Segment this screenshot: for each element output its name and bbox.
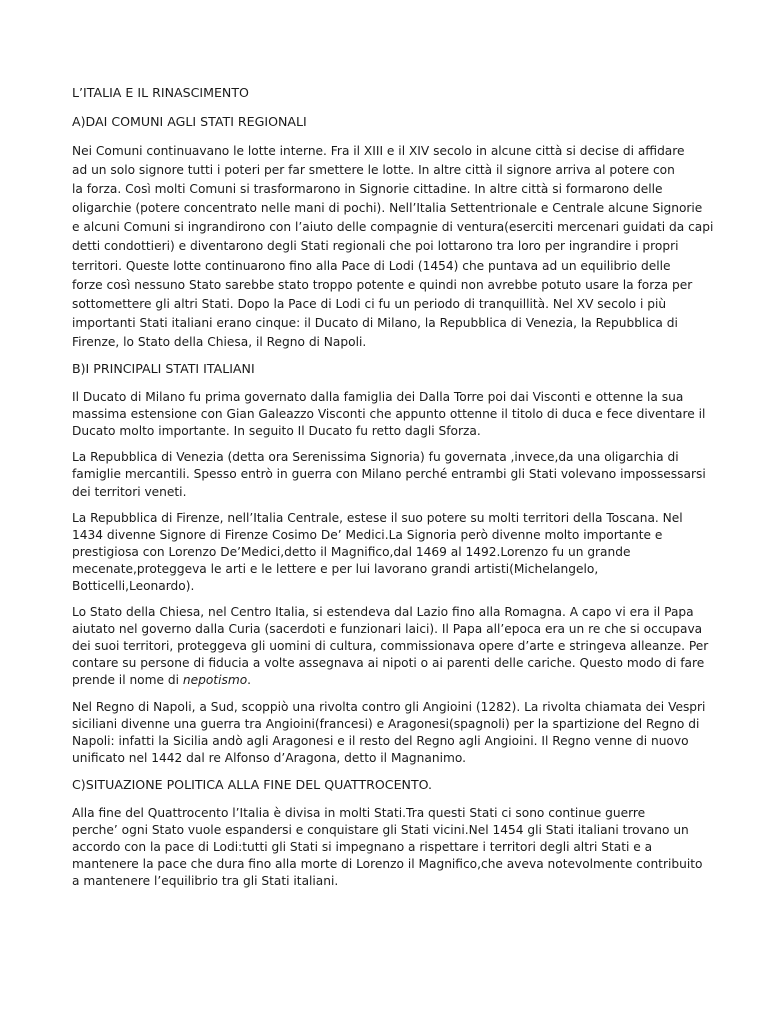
text-line: territori. Queste lotte continuarono fino alla Pace di Lodi (1454) che puntava ad un equilibrio delle <box>72 258 671 273</box>
text-line: Alla fine del Quattrocento l’Italia è divisa in molti Stati.Tra questi Stati ci sono continue guerre <box>72 805 646 820</box>
text-line: Napoli: infatti la Sicilia andò agli Aragonesi e il resto del Regno agli Angioini. Il Regno venne di nuovo <box>72 733 689 748</box>
text-line: Botticelli,Leonardo). <box>72 578 195 593</box>
text-line: Nei Comuni continuavano le lotte interne. Fra il XIII e il XIV secolo in alcune città si decise di affidare <box>72 144 685 158</box>
text-line: unificato nel 1442 dal re Alfonso d’Aragona, detto il Magnanimo. <box>72 750 466 765</box>
text-line: ad un solo signore tutti i poteri per far smettere le lotte. In altre città il signore arriva al potere con <box>72 163 675 178</box>
section-c-paragraph <box>72 805 703 890</box>
text-line: mantenere la pace che dura fino alla morte di Lorenzo il Magnifico,che aveva notevolmente contribuito <box>72 857 703 872</box>
text-line: oligarchie (potere concentrato nelle mani di pochi). Nell’Italia Settentrionale e Centrale alcune Signorie <box>72 201 703 216</box>
text-line: sottomettere gli altri Stati. Dopo la Pace di Lodi ci fu un periodo di tranquillità. Nel XV secolo i più <box>72 296 667 311</box>
text-fragment: prende il nome di <box>72 673 183 688</box>
section-a-heading: A)DAI COMUNI AGLI STATI REGIONALI <box>72 114 307 129</box>
text-line: famiglie mercantili. Spesso entrò in guerra con Milano perché entrambi gli Stati volevano impossessarsi <box>72 467 706 482</box>
text-line: forze così nessuno Stato sarebbe stato troppo potente e quindi non avrebbe potuto usare la forza per <box>72 277 693 292</box>
document-page <box>72 84 714 899</box>
text-line: prestigiosa con Lorenzo De’Medici,detto il Magnifico,dal 1469 al 1492.Lorenzo fu un grande <box>72 544 631 559</box>
text-line: la forza. Così molti Comuni si trasformarono in Signorie cittadine. In altre città si formarono delle <box>72 182 663 197</box>
text-line: Il Ducato di Milano fu prima governato dalla famiglia dei Dalla Torre poi dai Visconti e ottenne la sua <box>72 390 684 405</box>
text-line: importanti Stati italiani erano cinque: il Ducato di Milano, la Repubblica di Venezia, la Repubblica di <box>72 315 678 330</box>
text-line: siciliani divenne una guerra tra Angioini(francesi) e Aragonesi(spagnoli) per la spartizione del Regno di <box>72 716 700 731</box>
chiesa-paragraph <box>72 604 709 689</box>
text-line: Lo Stato della Chiesa, nel Centro Italia, si estendeva dal Lazio fino alla Romagna. A capo vi era il Papa <box>72 605 694 620</box>
text-line: aiutato nel governo dalla Curia (sacerdoti e funzionari laici). Il Papa all’epoca era un re che si occupava <box>72 622 703 637</box>
text-line: La Repubblica di Firenze, nell’Italia Centrale, estese il suo potere su molti territori della Toscana. Nel <box>72 510 683 525</box>
document-title: L’ITALIA E IL RINASCIMENTO <box>72 85 249 100</box>
text-line: dei suoi territori, proteggeva gli uomini di cultura, commissionava opere d’arte e stringeva alleanze. Per <box>72 639 709 654</box>
text-line: a mantenere l’equilibrio tra gli Stati italiani. <box>72 874 339 889</box>
text-line: dei territori veneti. <box>72 484 187 499</box>
text-line: e alcuni Comuni si ingrandirono con l’aiuto delle compagnie di ventura(eserciti mercenari guidati da capi <box>72 220 714 235</box>
text-line: massima estensione con Gian Galeazzo Visconti che appunto ottenne il titolo di duca e fece diventare il <box>72 407 706 422</box>
text-line <box>72 672 700 689</box>
section-a-paragraph <box>72 142 714 352</box>
text-line: perche’ ogni Stato vuole espandersi e conquistare gli Stati vicini.Nel 1454 gli Stati italiani trovano un <box>72 823 689 837</box>
section-c-heading: C)SITUAZIONE POLITICA ALLA FINE DEL QUATTROCENTO. <box>72 776 433 792</box>
text-line: detti condottieri) e diventarono degli Stati regionali che poi lottarono tra loro per ingrandire i propri <box>72 239 679 254</box>
text-line: La Repubblica di Venezia (detta ora Serenissima Signoria) fu governata ,invece,da una oligarchia di <box>72 450 679 465</box>
napoli-paragraph <box>72 699 706 767</box>
text-line: 1434 divenne Signore di Firenze Cosimo De’ Medici.La Signoria però divenne molto importante e <box>72 527 663 542</box>
text-line: contare su persone di fiducia a volte assegnava ai nipoti o ai parenti delle cariche. Questo modo di fare <box>72 656 705 671</box>
text-line: accordo con la pace di Lodi:tutti gli Stati si impegnano a rispettare i territori degli altri Stati e a <box>72 840 653 855</box>
venezia-paragraph <box>72 449 706 500</box>
text-fragment: . <box>247 673 252 688</box>
text-line: Firenze, lo Stato della Chiesa, il Regno di Napoli. <box>72 334 367 349</box>
nepotismo-term: nepotismo <box>182 673 248 688</box>
text-line: Ducato molto importante. In seguito Il Ducato fu retto dagli Sforza. <box>72 424 481 439</box>
firenze-paragraph <box>72 510 700 595</box>
section-b-heading: B)I PRINCIPALI STATI ITALIANI <box>72 361 255 377</box>
text-line: Nel Regno di Napoli, a Sud, scoppiò una rivolta contro gli Angioini (1282). La rivolta chiamata dei Vespri <box>72 699 706 714</box>
text-line: mecenate,proteggeva le arti e le lettere e per lui lavorano grandi artisti(Michelangelo, <box>72 561 599 576</box>
milano-paragraph <box>72 389 706 440</box>
